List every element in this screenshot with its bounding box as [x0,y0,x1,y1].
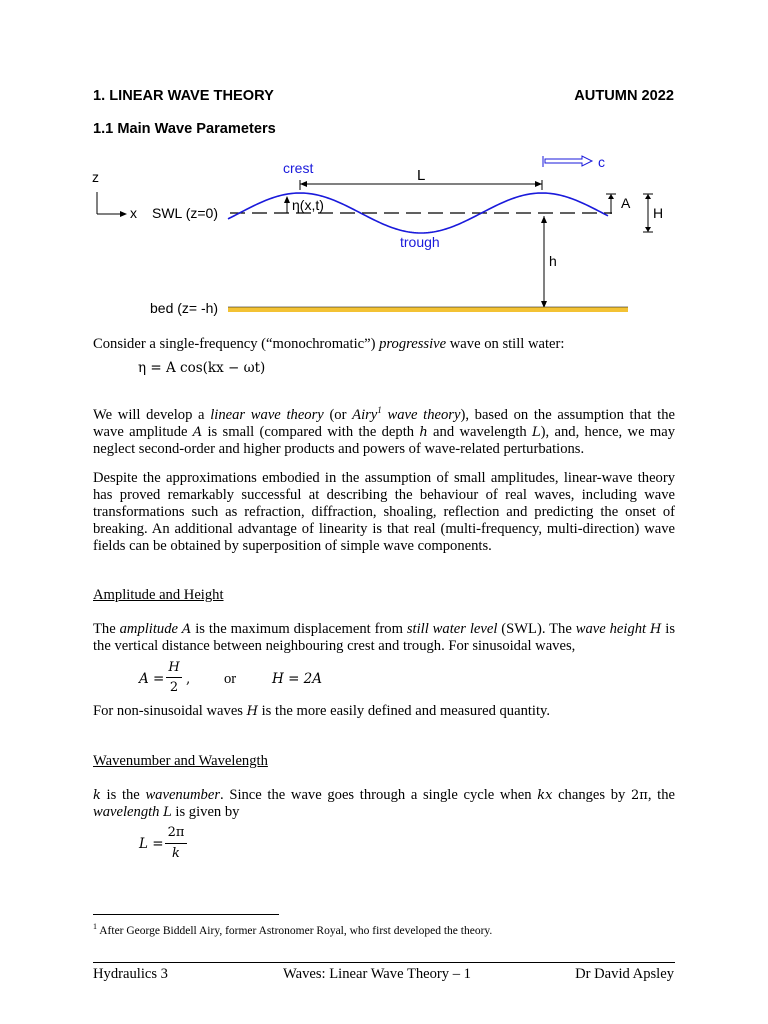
wn-eq-den: k [172,846,180,861]
amp-eq-den: 2 [169,680,179,695]
amp-eq-comma: , [186,671,191,687]
p2-t1: We will develop a [93,406,211,423]
wavelength-label: L [417,167,426,184]
p2-var-L: L [532,424,541,440]
wavenumber-paragraph [93,787,675,821]
intro-text-b: wave on still water: [446,336,565,352]
wavenumber-heading: Wavenumber and Wavelength [93,753,268,769]
wave-diagram [0,150,768,325]
footer-right: Dr David Apsley [575,966,674,982]
amp-t4: is the vertical distance between neighbouring crest and trough. For sinusoidal waves, [93,621,676,654]
amp-var-A: A [181,622,192,637]
amp-var-H: H [650,622,662,637]
amp-eq-or: or [224,671,237,687]
eta-arrow-head [284,196,290,203]
wn-t1: is the [100,787,146,803]
wn-var-L: L [163,805,172,820]
x-label: x [130,205,137,221]
height-arrow-bottom [645,227,651,232]
wn-t5: is given by [171,804,240,820]
footer-rule [93,962,675,963]
p2-t5: and wavelength [427,423,533,440]
wn-t3: changes by [552,787,632,803]
wn-em2: wavelength [93,804,160,820]
wn-eq-num: 2π [167,825,185,840]
wavelength-arrow-right [535,181,542,187]
eta-equation: η = A cos(kx − ωt) [138,360,266,376]
wn-t4: , the [647,787,675,803]
subsection-title: 1.1 Main Wave Parameters [93,121,276,137]
amplitude-note [93,703,675,720]
amp-em3: wave height [575,621,647,637]
footnote-text: After George Biddell Airy, former Astronomer Royal, who first developed the theory. [97,924,493,937]
amp-t3: (SWL). The [497,621,576,637]
eta-label: η(x,t) [292,197,324,213]
p2-em1: linear wave theory [210,406,324,423]
sea-bed [228,307,628,312]
amplitude-paragraph [93,621,675,655]
amplitude-heading: Amplitude and Height [93,587,224,603]
wn-eq-bar [165,843,187,844]
amp-note-H: H [246,704,258,719]
celerity-label: c [598,154,605,170]
height-label: H [653,205,664,221]
z-label: z [92,169,99,185]
amp-eq-bar [166,677,182,678]
theory-paragraph [93,402,675,458]
amp-eq-num: H [168,660,180,675]
amplitude-arrow [608,194,614,199]
p2-em2: Airy [352,406,378,423]
wn-twopi: 2π [631,788,648,803]
amp-eq-2: H = 2A [272,671,323,687]
depth-label: h [549,253,557,269]
footnote [93,922,492,937]
amp-note-a: For non-sinusoidal waves [93,703,247,719]
p2-t3: ), based on the assumption that the wave amplitude [93,406,675,440]
wn-var-k: k [93,788,101,803]
intro-text-a: Consider a single-frequency (“monochromatic”) [93,336,380,352]
p2-var-h: h [419,424,428,440]
intro-paragraph [93,336,675,353]
amp-t1: The [93,621,120,637]
amp-eq-lhs: A = [139,671,165,687]
wn-var-kx: kx [537,788,553,803]
footer-center: Waves: Linear Wave Theory – 1 [283,966,471,982]
swl-label: SWL (z=0) [152,205,218,221]
x-axis-arrow [120,211,127,217]
amp-em1: amplitude [119,621,178,637]
p2-t6: ), and, hence, we may neglect second-order and higher products and powers of wave-related perturbations. [93,423,675,457]
crest-label: crest [283,160,314,176]
amplitude-label: A [621,195,631,211]
p2-var-A: A [192,424,203,440]
celerity-arrow [545,156,592,166]
wn-eq-lhs: L = [139,836,164,852]
p2-em3: wave theory [381,406,461,423]
wavelength-arrow-left [300,181,307,187]
trough-label: trough [400,234,440,250]
term-label: AUTUMN 2022 [574,88,674,104]
footnote-rule [93,914,279,915]
bed-label: bed (z= -h) [150,300,219,316]
depth-arrow-top [541,216,547,223]
wn-t2: . Since the wave goes through a single cycle when [220,787,538,803]
linearity-paragraph: Despite the approximations embodied in the assumption of small amplitudes, linear-wave theory has proved remarkably successful at describing the behaviour of real waves, including wave transformations such as refraction, diffraction, shoaling, reflection and predicting the onset of breaking. An additional advantage of linearity is that real (multi-frequency, multi-direction) wave fields can be obtained by superposition of simple wave components. [93,470,675,554]
footnote-ref[interactable]: 1 [377,405,382,415]
footnote-mark: 1 [93,922,97,931]
p2-t2: (or [323,406,353,423]
wn-em1: wavenumber [145,787,221,803]
p2-t4: is small (compared with the depth [202,423,420,440]
section-title: 1. LINEAR WAVE THEORY [93,88,274,104]
intro-emphasis: progressive [379,336,447,352]
height-arrow-top [645,194,651,199]
footer-left: Hydraulics 3 [93,966,168,982]
amp-em2: still water level [406,621,498,637]
amp-note-b: is the more easily defined and measured quantity. [257,703,551,719]
amp-t2: is the maximum displacement from [191,621,407,637]
